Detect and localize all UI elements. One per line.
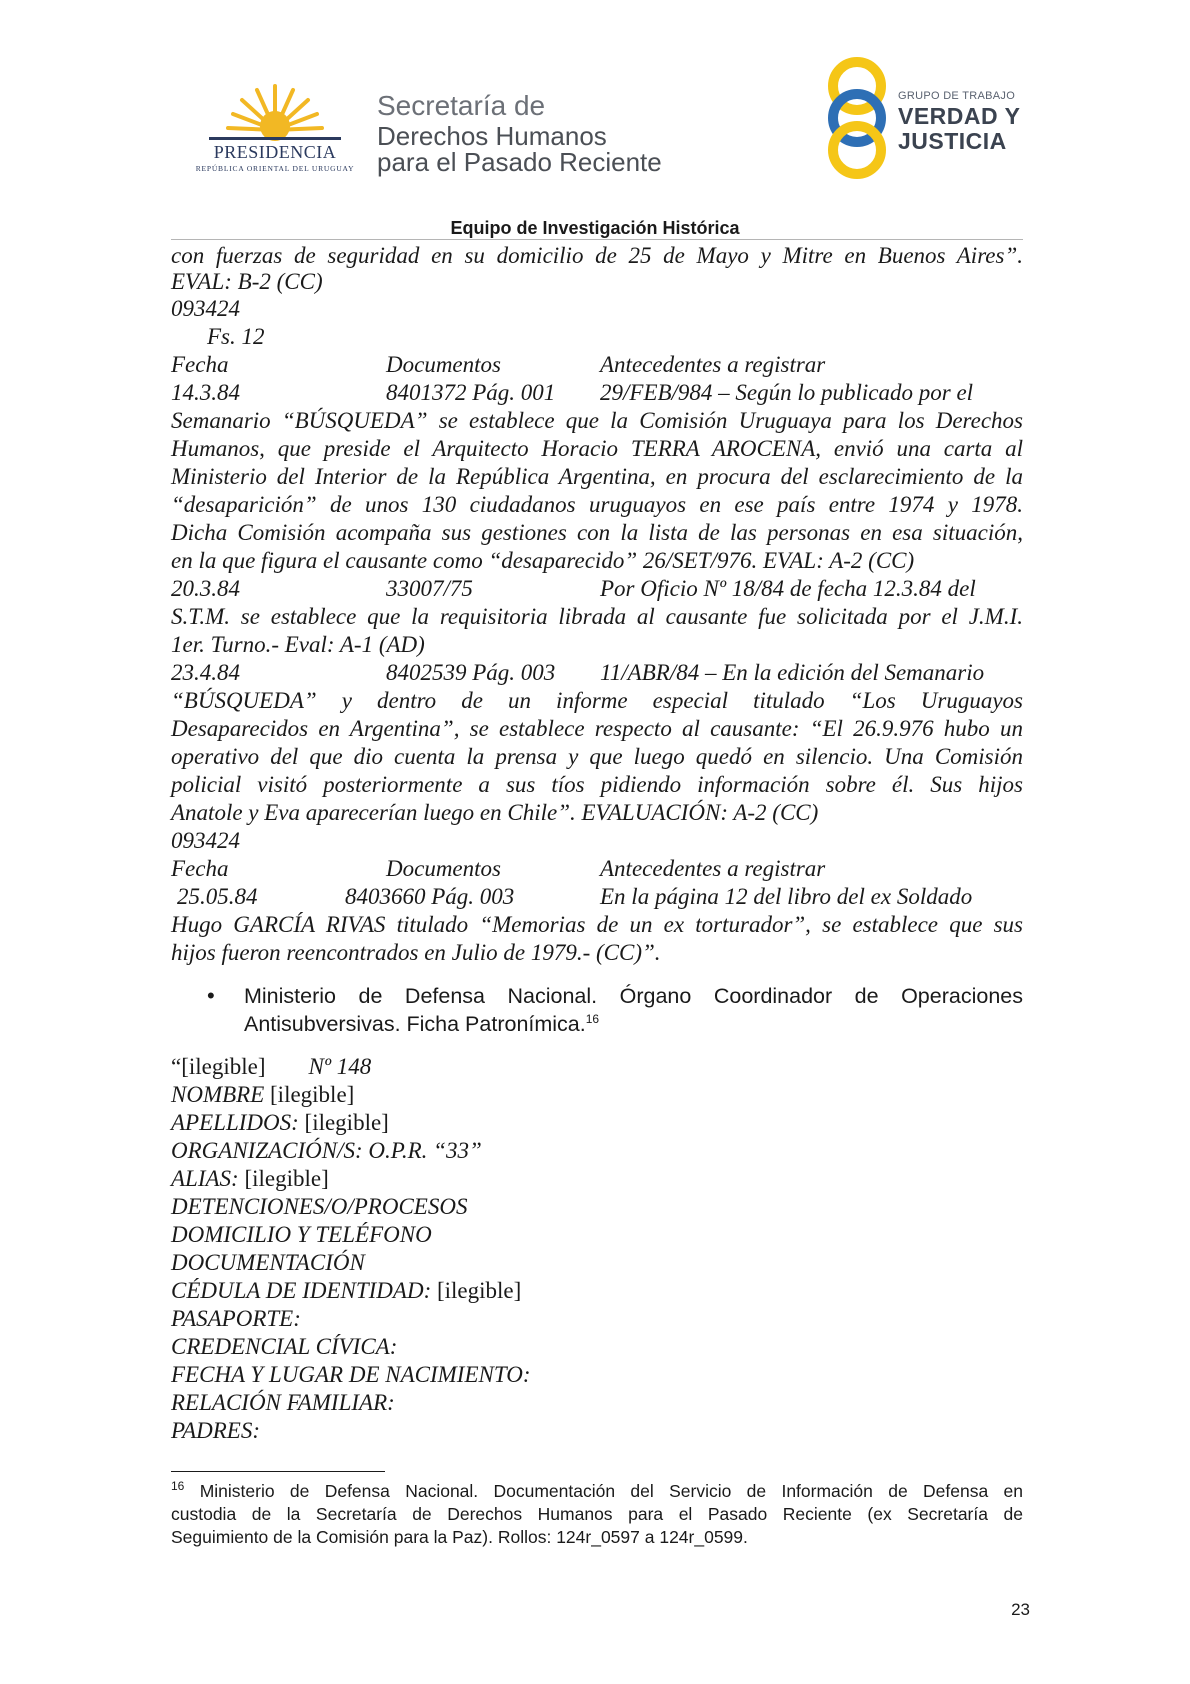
ficha-label: NOMBRE	[171, 1082, 265, 1107]
gtvj-title-line-2: JUSTICIA	[898, 128, 1007, 154]
gtvj-small-title: GRUPO DE TRABAJO	[898, 90, 1016, 102]
col-header-documentos: Documentos	[386, 856, 501, 881]
page-number: 23	[1011, 1600, 1030, 1619]
ficha-line	[171, 1081, 354, 1109]
entry-date: 23.4.84	[171, 660, 240, 685]
entry-text: 29/FEB/984 – Según lo publicado por el	[600, 380, 974, 405]
footnote-line-3: Seguimiento de la Comisión para la Paz). Rollos: 124r_0597 a 124r_0599.	[171, 1527, 748, 1547]
ficha-line	[171, 1277, 521, 1305]
ficha-line: DETENCIONES/O/PROCESOS	[171, 1194, 468, 1219]
entry-date: 20.3.84	[171, 576, 240, 601]
entry-text-line: Ministerio del Interior de la República Argentina, en procura del esclarecimiento de la	[171, 464, 1023, 489]
entry-text-line: hijos fueron reencontrados en Julio de 1979.- (CC)”.	[171, 940, 661, 965]
bullet-text-line-2	[244, 1010, 599, 1038]
entry-text-line: Desaparecidos en Argentina”, se establece respecto al causante: “El 26.9.976 hubo un	[171, 716, 1023, 741]
footnote-text: Ministerio de Defensa Nacional. Documentación del Servicio de Información de Defensa en	[184, 1481, 1023, 1501]
secretaria-line-1: Secretaría de	[377, 90, 546, 121]
ficha-label: APELLIDOS:	[171, 1110, 299, 1135]
entry-document: 8402539 Pág. 003	[386, 660, 556, 685]
ficha-line: DOCUMENTACIÓN	[171, 1250, 365, 1275]
ficha-value: [ilegible]	[238, 1166, 329, 1191]
col-header-documentos: Documentos	[386, 352, 501, 377]
entry-text-line: “desaparición” de unos 130 ciudadanos uruguayos en ese país entre 1974 y 1978.	[171, 492, 1023, 517]
ficha-value: [ilegible]	[298, 1110, 389, 1135]
entry-date: 25.05.84	[177, 884, 258, 909]
footnote-ref[interactable]: 16	[585, 1011, 600, 1026]
entry-text-line: Humanos, que preside el Arquitecto Horacio TERRA AROCENA, envió una carta al	[171, 436, 1023, 461]
ficha-line: RELACIÓN FAMILIAR:	[171, 1390, 395, 1415]
entry-document: 8401372 Pág. 001	[386, 380, 556, 405]
col-header-fecha: Fecha	[171, 352, 229, 377]
ficha-value: “[ilegible]	[171, 1054, 266, 1079]
ficha-number: Nº 148	[308, 1054, 372, 1079]
col-header-fecha: Fecha	[171, 856, 229, 881]
entry-text: 11/ABR/84 – En la edición del Semanario	[600, 660, 985, 685]
entry-text-line: S.T.M. se establece que la requisitoria librada al causante fue solicitada por el J.M.I.	[171, 604, 1023, 629]
ficha-line: DOMICILIO Y TELÉFONO	[171, 1222, 432, 1247]
ficha-line: PASAPORTE:	[171, 1306, 301, 1331]
entry-text-line: Anatole y Eva aparecerían luego en Chile”. EVALUACIÓN: A-2 (CC)	[171, 800, 819, 825]
entry-text-line: operativo del que dio cuenta la prensa y que luego quedó en silencio. Una Comisión	[171, 744, 1023, 769]
bullet-text: Antisubversivas. Ficha Patronímica.	[244, 1012, 586, 1036]
bullet-icon: •	[207, 983, 215, 1008]
ficha-line: CREDENCIAL CÍVICA:	[171, 1334, 398, 1359]
ficha-label: CÉDULA DE IDENTIDAD:	[171, 1278, 432, 1303]
ficha-label: ALIAS:	[171, 1166, 239, 1191]
entry-text-line: en la que figura el causante como “desaparecido” 26/SET/976. EVAL: A-2 (CC)	[171, 548, 915, 573]
ficha-line: FECHA Y LUGAR DE NACIMIENTO:	[171, 1362, 531, 1387]
ficha-line	[171, 1109, 389, 1137]
ficha-value: [ilegible]	[431, 1278, 522, 1303]
secretaria-line-3: para el Pasado Reciente	[377, 147, 662, 177]
secretaria-line-2: Derechos Humanos	[377, 121, 607, 151]
footnote-line-2: custodia de la Secretaría de Derechos Humanos para el Pasado Reciente (ex Secretaría de	[171, 1504, 1023, 1524]
header-title: Equipo de Investigación Histórica	[450, 218, 740, 238]
entry-document: 33007/75	[386, 576, 473, 601]
sun-emblem-icon	[195, 80, 355, 142]
presidencia-logo	[195, 80, 355, 180]
footnote-number: 16	[171, 1479, 185, 1494]
gtvj-title-line-1: VERDAD Y	[898, 103, 1021, 129]
presidencia-subtitle: REPÚBLICA ORIENTAL DEL URUGUAY	[195, 164, 355, 173]
text-line: 093424	[171, 296, 240, 321]
entry-text: Por Oficio Nº 18/84 de fecha 12.3.84 del	[600, 576, 976, 601]
footnote-line-1	[171, 1480, 1023, 1503]
entry-text-line: Dicha Comisión acompaña sus gestiones con la lista de las personas en esa situación,	[171, 520, 1023, 545]
entry-text-line: Hugo GARCÍA RIVAS titulado “Memorias de un ex torturador”, se establece que sus	[171, 912, 1023, 937]
entry-date: 14.3.84	[171, 380, 240, 405]
ficha-line	[171, 1165, 329, 1193]
entry-text-line: policial visitó posteriormente a sus tíos pidiendo información sobre él. Sus hijos	[171, 772, 1023, 797]
entry-document: 8403660 Pág. 003	[345, 884, 515, 909]
footnote-divider	[171, 1471, 385, 1472]
interlinked-rings-icon	[822, 56, 892, 181]
entry-text-line: 1er. Turno.- Eval: A-1 (AD)	[171, 632, 425, 657]
bullet-text-line-1: Ministerio de Defensa Nacional. Órgano Coordinador de Operaciones	[244, 984, 1023, 1008]
ficha-line	[171, 1053, 371, 1081]
entry-text-line: “BÚSQUEDA” y dentro de un informe especial titulado “Los Uruguayos	[171, 688, 1023, 713]
text-line: EVAL: B-2 (CC)	[171, 269, 323, 294]
entry-text: En la página 12 del libro del ex Soldado	[600, 884, 973, 909]
text-line: Fs. 12	[207, 324, 265, 349]
header-divider	[171, 239, 1023, 240]
ficha-value: [ilegible]	[264, 1082, 355, 1107]
ficha-line: ORGANIZACIÓN/S: O.P.R. “33”	[171, 1138, 482, 1163]
ficha-line: PADRES:	[171, 1418, 261, 1443]
col-header-antecedentes: Antecedentes a registrar	[600, 352, 826, 377]
presidencia-name: PRESIDENCIA	[213, 142, 337, 162]
text-line: 093424	[171, 828, 240, 853]
verdad-justicia-logo	[822, 56, 1022, 181]
col-header-antecedentes: Antecedentes a registrar	[600, 856, 826, 881]
text-line: con fuerzas de seguridad en su domicilio de 25 de Mayo y Mitre en Buenos Aires”.	[171, 243, 1023, 268]
entry-text-line: Semanario “BÚSQUEDA” se establece que la Comisión Uruguaya para los Derechos	[171, 408, 1023, 433]
